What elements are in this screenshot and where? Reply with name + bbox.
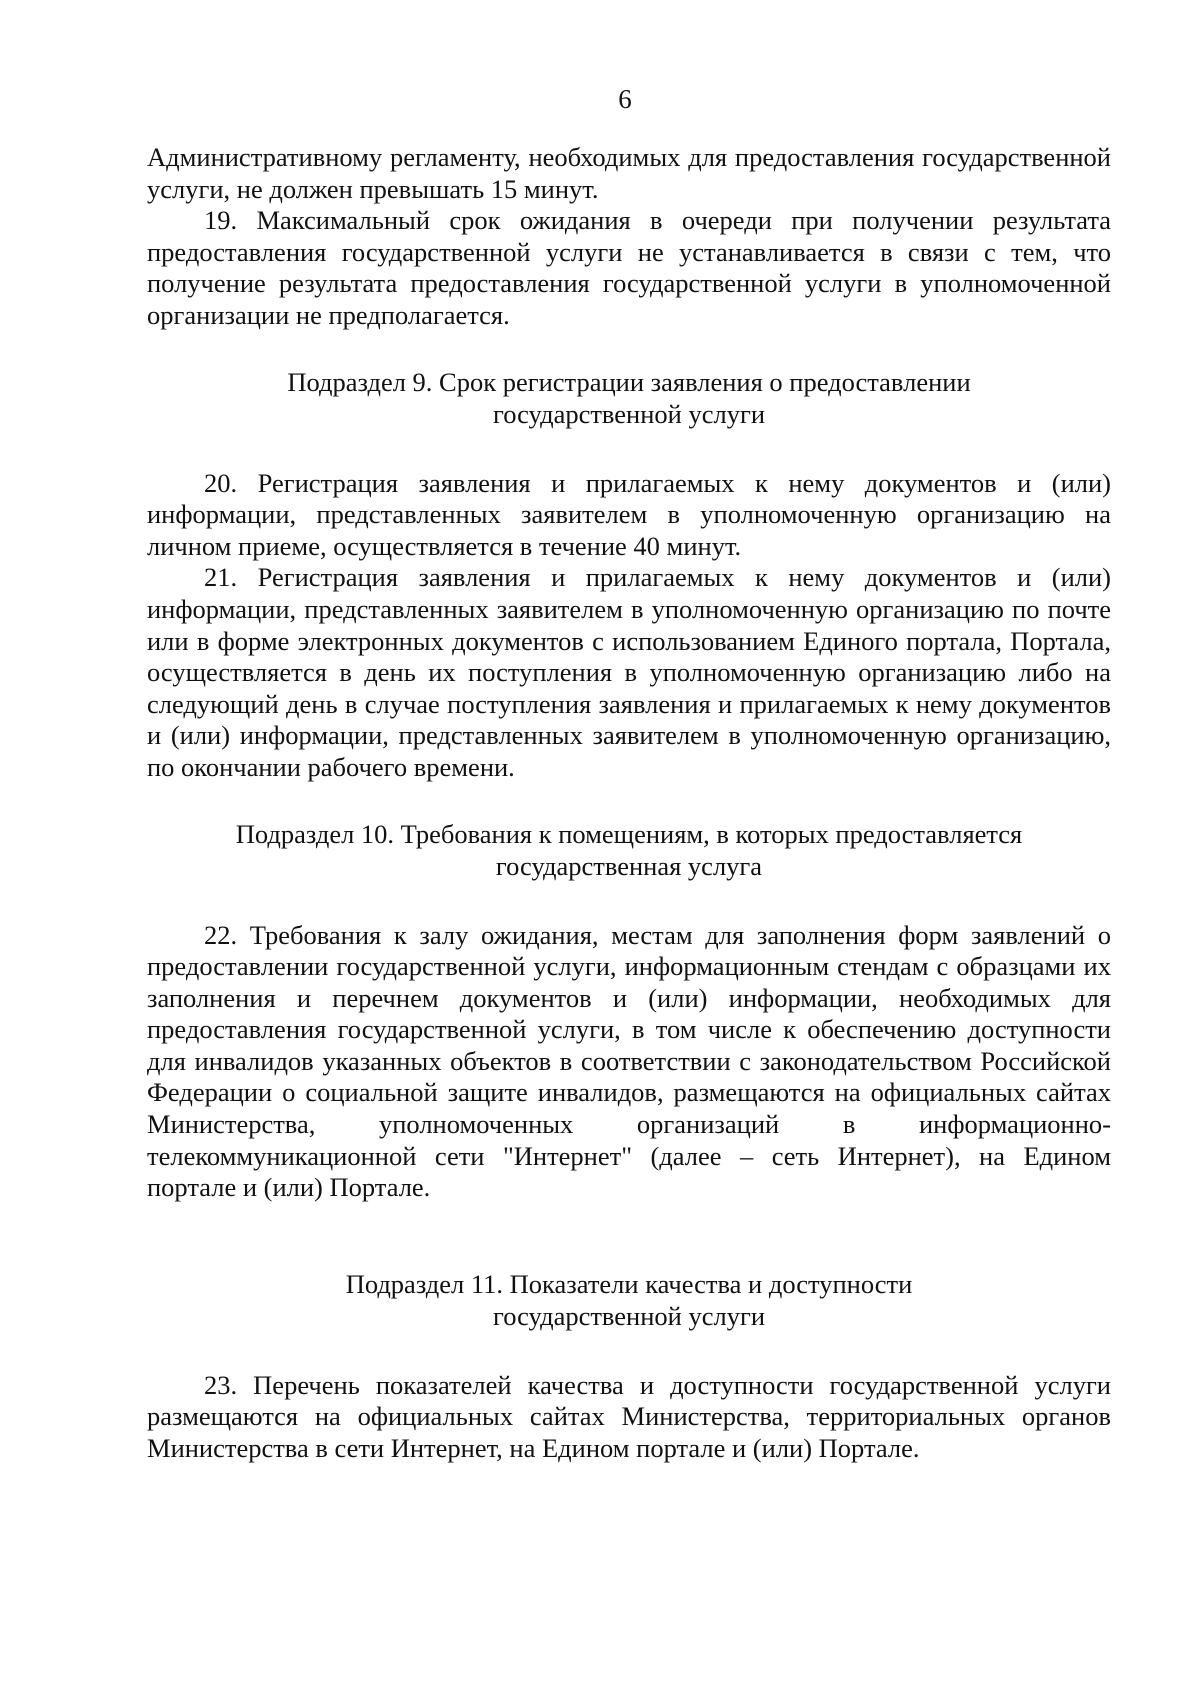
section-11-heading-line1: Подраздел 11. Показатели качества и доступности	[345, 1268, 913, 1299]
paragraph-19: 19. Максимальный срок ожидания в очереди при получении результата предоставления государственной услуги не устанавливается в связи с тем, что получение результата предоставления государственной услуги в уполномоченной организации не предполагается.	[147, 205, 1111, 330]
paragraph-22: 22. Требования к залу ожидания, местам для заполнения форм заявлений о предоставлении государственной услуги, информационным стендам с образцами их заполнения и перечнем документов и (или) информации, необходимых для предоставления государственной услуги, в том числе к обеспечению доступности для инвалидов указанных объектов в соответствии с законодательством Российской Федерации о социальной защите инвалидов, размещаются на официальных сайтах Министерства, уполномоченных организаций в информационно-телекоммуникационной сети "Интернет" (далее – сеть Интернет), на Едином портале и (или) Портале.	[147, 919, 1111, 1203]
paragraph-continuation: Административному регламенту, необходимых для предоставления государственной услуги, не должен превышать 15 минут.	[147, 142, 1111, 204]
section-9-heading-line2: государственной услуги	[492, 398, 766, 429]
section-10-heading-line1: Подраздел 10. Требования к помещениям, в которых предоставляется	[235, 818, 1023, 849]
section-10-heading-line2: государственная услуга	[495, 850, 763, 881]
section-11-heading	[147, 1268, 1111, 1332]
document-body	[147, 142, 1111, 1465]
section-11-heading-line2: государственной услуги	[492, 1300, 766, 1331]
section-10-heading	[147, 818, 1111, 882]
section-9-heading	[147, 366, 1111, 430]
paragraph-21: 21. Регистрация заявления и прилагаемых к нему документов и (или) информации, представленных заявителем в уполномоченную организацию по почте или в форме электронных документов с использованием Единого портала, Портала, осуществляется в день их поступления в уполномоченную организацию либо на следующий день в случае поступления заявления и прилагаемых к нему документов и (или) информации, представленных заявителем в уполномоченную организацию, по окончании рабочего времени.	[147, 562, 1111, 782]
paragraph-23: 23. Перечень показателей качества и доступности государственной услуги размещаются на официальных сайтах Министерства, территориальных органов Министерства в сети Интернет, на Едином портале и (или) Портале.	[147, 1369, 1111, 1464]
page-number: 6	[618, 84, 632, 114]
paragraph-20: 20. Регистрация заявления и прилагаемых к нему документов и (или) информации, представленных заявителем в уполномоченную организацию на личном приеме, осуществляется в течение 40 минут.	[147, 467, 1111, 561]
section-9-heading-line1: Подраздел 9. Срок регистрации заявления о предоставлении	[287, 366, 971, 397]
